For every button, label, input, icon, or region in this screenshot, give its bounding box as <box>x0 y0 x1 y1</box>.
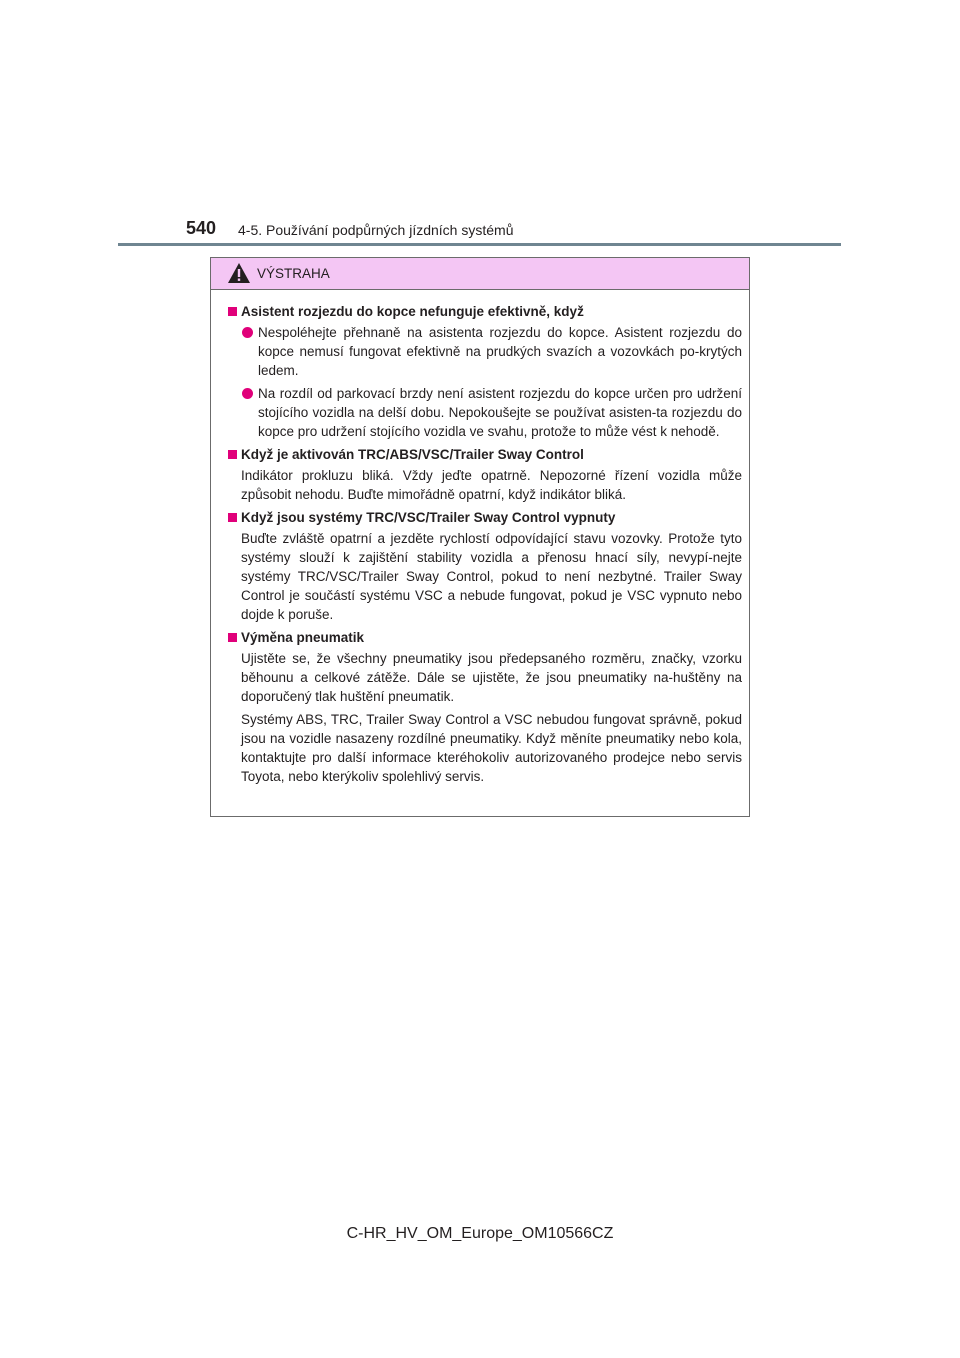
bullet-item <box>228 384 742 441</box>
warning-section <box>228 445 742 504</box>
bullet-item <box>228 323 742 380</box>
section-heading-text: Asistent rozjezdu do kopce nefunguje efektivně, když <box>241 304 584 319</box>
square-bullet-icon <box>228 633 237 642</box>
warning-section <box>228 628 742 786</box>
section-heading-text: Když jsou systémy TRC/VSC/Trailer Sway Control vypnuty <box>241 510 616 525</box>
section-heading <box>228 302 742 321</box>
page-number: 540 <box>186 218 217 238</box>
warning-section <box>228 508 742 624</box>
warning-triangle-icon <box>227 262 251 284</box>
section-heading <box>228 628 742 647</box>
section-heading-text: Výměna pneumatik <box>241 630 365 645</box>
warning-header <box>211 258 749 290</box>
round-bullet-icon <box>242 388 253 399</box>
section-paragraph: Buďte zvláště opatrní a jezděte rychlostí odpovídající stavu vozovky. Protože tyto systémy slouží k zajištění stability vozidla a přenosu hnací síly, nevypí-nejte systémy TRC/VSC/Trailer Sway Control, pokud to není nezbytné. Trailer Sway Control je součástí systému VSC a nebude fungovat, pokud je VSC vypnuto nebo dojde k poruše. <box>241 531 742 622</box>
bullet-text: Nespoléhejte přehnaně na asistenta rozjezdu do kopce. Asistent rozjezdu do kopce nemusí fungovat efektivně na prudkých svazích a vozovkách po-krytých ledem. <box>258 325 742 378</box>
section-title: 4-5. Používání podpůrných jízdních systémů <box>238 222 514 238</box>
round-bullet-icon <box>242 327 253 338</box>
square-bullet-icon <box>228 307 237 316</box>
section-paragraph: Indikátor prokluzu bliká. Vždy jeďte opatrně. Nepozorné řízení vozidla může způsobit nehodu. Buďte mimořádně opatrní, když indikátor bliká. <box>241 468 742 502</box>
section-paragraph: Systémy ABS, TRC, Trailer Sway Control a VSC nebudou fungovat správně, pokud jsou na vozidle nasazeny rozdílné pneumatiky. Když měníte pneumatiky nebo kola, kontaktujte pro další informace kteréhokoliv autorizovaného prodejce nebo servis Toyota, nebo kterýkoliv spolehlivý servis. <box>241 712 742 784</box>
square-bullet-icon <box>228 513 237 522</box>
section-heading-text: Když je aktivován TRC/ABS/VSC/Trailer Sway Control <box>241 447 584 462</box>
section-paragraph: Ujistěte se, že všechny pneumatiky jsou předepsaného rozměru, značky, vzorku běhounu a celkové zátěže. Dále se ujistěte, že jsou pneumatiky na-huštěny na doporučený tlak huštění pneumatik. <box>241 651 742 704</box>
bullet-text: Na rozdíl od parkovací brzdy není asistent rozjezdu do kopce určen pro udržení stojícího vozidla na delší dobu. Nepokoušejte se používat asisten-ta rozjezdu do kopce pro udržení stojícího vozidla ve svahu, protože to může vést k nehodě. <box>258 386 742 439</box>
header-rule <box>118 243 841 246</box>
warning-body <box>211 290 749 786</box>
warning-title: VÝSTRAHA <box>257 266 330 281</box>
warning-box <box>210 257 750 817</box>
warning-section <box>228 302 742 441</box>
section-heading <box>228 445 742 464</box>
section-heading <box>228 508 742 527</box>
square-bullet-icon <box>228 450 237 459</box>
document-code: C-HR_HV_OM_Europe_OM10566CZ <box>346 1225 614 1242</box>
